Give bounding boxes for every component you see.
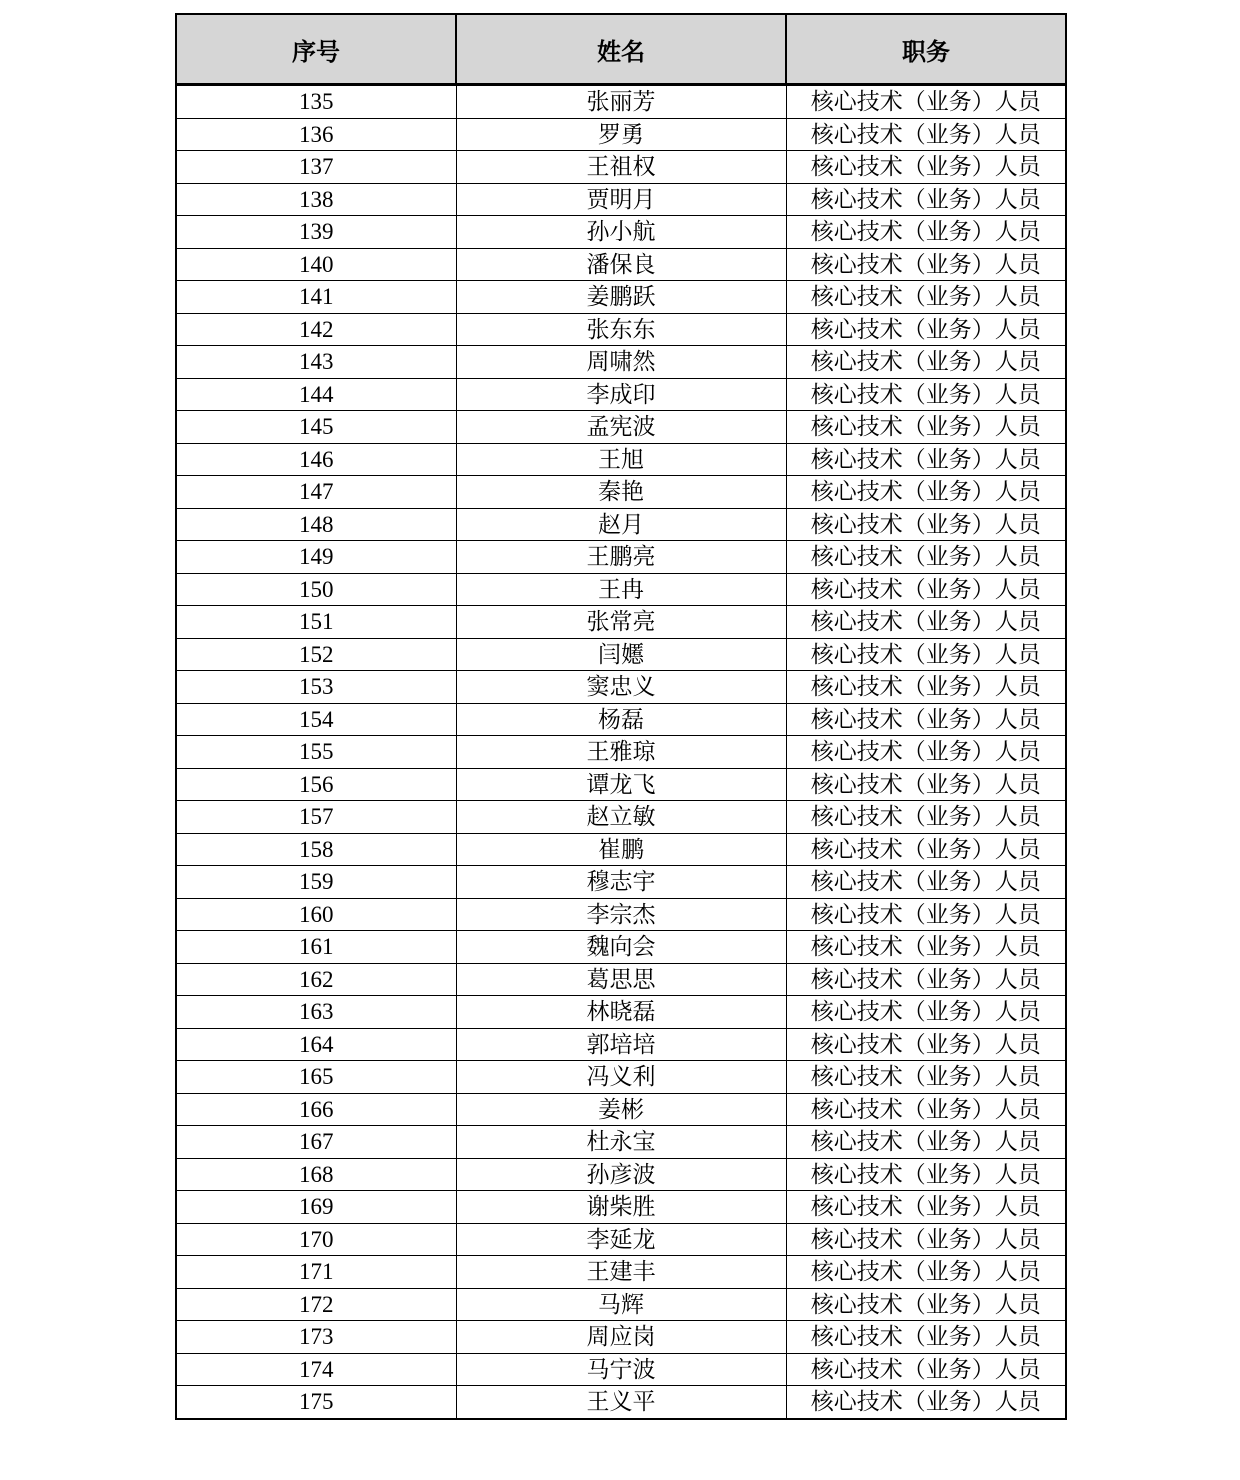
serial-cell: 164 xyxy=(176,1028,456,1061)
serial-cell: 153 xyxy=(176,671,456,704)
serial-cell: 135 xyxy=(176,85,456,119)
title-cell: 核心技术（业务）人员 xyxy=(786,996,1066,1029)
table-row xyxy=(176,443,1066,476)
table-row xyxy=(176,768,1066,801)
serial-cell: 170 xyxy=(176,1223,456,1256)
name-cell: 魏向会 xyxy=(456,931,786,964)
title-cell: 核心技术（业务）人员 xyxy=(786,118,1066,151)
table-row xyxy=(176,963,1066,996)
title-cell: 核心技术（业务）人员 xyxy=(786,1028,1066,1061)
name-cell: 罗勇 xyxy=(456,118,786,151)
table-row xyxy=(176,671,1066,704)
table-row xyxy=(176,378,1066,411)
title-cell: 核心技术（业务）人员 xyxy=(786,768,1066,801)
table-row xyxy=(176,1028,1066,1061)
serial-cell: 137 xyxy=(176,151,456,184)
title-cell: 核心技术（业务）人员 xyxy=(786,281,1066,314)
serial-cell: 142 xyxy=(176,313,456,346)
title-cell: 核心技术（业务）人员 xyxy=(786,1353,1066,1386)
title-cell: 核心技术（业务）人员 xyxy=(786,411,1066,444)
title-cell: 核心技术（业务）人员 xyxy=(786,313,1066,346)
table-row xyxy=(176,1288,1066,1321)
serial-cell: 146 xyxy=(176,443,456,476)
name-cell: 王义平 xyxy=(456,1386,786,1419)
serial-cell: 152 xyxy=(176,638,456,671)
title-cell: 核心技术（业务）人员 xyxy=(786,963,1066,996)
name-cell: 郭培培 xyxy=(456,1028,786,1061)
name-cell: 姜彬 xyxy=(456,1093,786,1126)
table-row xyxy=(176,411,1066,444)
table-row xyxy=(176,1191,1066,1224)
serial-cell: 162 xyxy=(176,963,456,996)
table-row xyxy=(176,216,1066,249)
name-cell: 马宁波 xyxy=(456,1353,786,1386)
table-row xyxy=(176,1158,1066,1191)
table-row xyxy=(176,1353,1066,1386)
table-row xyxy=(176,508,1066,541)
name-cell: 葛思思 xyxy=(456,963,786,996)
title-cell: 核心技术（业务）人员 xyxy=(786,183,1066,216)
title-cell: 核心技术（业务）人员 xyxy=(786,931,1066,964)
table-row xyxy=(176,898,1066,931)
table-row xyxy=(176,801,1066,834)
name-cell: 谭龙飞 xyxy=(456,768,786,801)
serial-cell: 173 xyxy=(176,1321,456,1354)
serial-cell: 136 xyxy=(176,118,456,151)
title-cell: 核心技术（业务）人员 xyxy=(786,443,1066,476)
name-cell: 穆志宇 xyxy=(456,866,786,899)
title-cell: 核心技术（业务）人员 xyxy=(786,541,1066,574)
name-cell: 杜永宝 xyxy=(456,1126,786,1159)
title-cell: 核心技术（业务）人员 xyxy=(786,1093,1066,1126)
column-header-serial: 序号 xyxy=(176,14,456,85)
table-row xyxy=(176,1126,1066,1159)
table-row xyxy=(176,638,1066,671)
header-row xyxy=(176,14,1066,85)
name-cell: 马辉 xyxy=(456,1288,786,1321)
serial-cell: 160 xyxy=(176,898,456,931)
table-row xyxy=(176,736,1066,769)
table-row xyxy=(176,866,1066,899)
serial-cell: 138 xyxy=(176,183,456,216)
title-cell: 核心技术（业务）人员 xyxy=(786,1126,1066,1159)
name-cell: 王建丰 xyxy=(456,1256,786,1289)
table-row xyxy=(176,1321,1066,1354)
table-row xyxy=(176,1223,1066,1256)
table-row xyxy=(176,541,1066,574)
serial-cell: 165 xyxy=(176,1061,456,1094)
personnel-table xyxy=(175,13,1067,1420)
name-cell: 杨磊 xyxy=(456,703,786,736)
title-cell: 核心技术（业务）人员 xyxy=(786,1191,1066,1224)
title-cell: 核心技术（业务）人员 xyxy=(786,736,1066,769)
title-cell: 核心技术（业务）人员 xyxy=(786,378,1066,411)
title-cell: 核心技术（业务）人员 xyxy=(786,85,1066,119)
title-cell: 核心技术（业务）人员 xyxy=(786,1256,1066,1289)
name-cell: 李宗杰 xyxy=(456,898,786,931)
column-header-name: 姓名 xyxy=(456,14,786,85)
name-cell: 窦忠义 xyxy=(456,671,786,704)
serial-cell: 174 xyxy=(176,1353,456,1386)
table-row xyxy=(176,833,1066,866)
serial-cell: 139 xyxy=(176,216,456,249)
name-cell: 王旭 xyxy=(456,443,786,476)
name-cell: 冯义利 xyxy=(456,1061,786,1094)
serial-cell: 144 xyxy=(176,378,456,411)
title-cell: 核心技术（业务）人员 xyxy=(786,703,1066,736)
table-row xyxy=(176,313,1066,346)
column-header-title: 职务 xyxy=(786,14,1066,85)
title-cell: 核心技术（业务）人员 xyxy=(786,1321,1066,1354)
name-cell: 张东东 xyxy=(456,313,786,346)
title-cell: 核心技术（业务）人员 xyxy=(786,508,1066,541)
name-cell: 周应岗 xyxy=(456,1321,786,1354)
title-cell: 核心技术（业务）人员 xyxy=(786,1158,1066,1191)
name-cell: 孙小航 xyxy=(456,216,786,249)
serial-cell: 156 xyxy=(176,768,456,801)
table-row xyxy=(176,346,1066,379)
name-cell: 潘保良 xyxy=(456,248,786,281)
serial-cell: 158 xyxy=(176,833,456,866)
title-cell: 核心技术（业务）人员 xyxy=(786,1061,1066,1094)
name-cell: 王鹏亮 xyxy=(456,541,786,574)
title-cell: 核心技术（业务）人员 xyxy=(786,898,1066,931)
title-cell: 核心技术（业务）人员 xyxy=(786,801,1066,834)
table-row xyxy=(176,118,1066,151)
name-cell: 秦艳 xyxy=(456,476,786,509)
table-row xyxy=(176,573,1066,606)
title-cell: 核心技术（业务）人员 xyxy=(786,1288,1066,1321)
title-cell: 核心技术（业务）人员 xyxy=(786,1223,1066,1256)
table-row xyxy=(176,85,1066,119)
name-cell: 李成印 xyxy=(456,378,786,411)
table-row xyxy=(176,1061,1066,1094)
serial-cell: 151 xyxy=(176,606,456,639)
serial-cell: 171 xyxy=(176,1256,456,1289)
title-cell: 核心技术（业务）人员 xyxy=(786,248,1066,281)
title-cell: 核心技术（业务）人员 xyxy=(786,346,1066,379)
name-cell: 林晓磊 xyxy=(456,996,786,1029)
name-cell: 王冉 xyxy=(456,573,786,606)
table-row xyxy=(176,476,1066,509)
title-cell: 核心技术（业务）人员 xyxy=(786,216,1066,249)
title-cell: 核心技术（业务）人员 xyxy=(786,833,1066,866)
name-cell: 王雅琼 xyxy=(456,736,786,769)
name-cell: 孙彦波 xyxy=(456,1158,786,1191)
serial-cell: 141 xyxy=(176,281,456,314)
table-row xyxy=(176,931,1066,964)
serial-cell: 166 xyxy=(176,1093,456,1126)
name-cell: 闫嬺 xyxy=(456,638,786,671)
name-cell: 张常亮 xyxy=(456,606,786,639)
title-cell: 核心技术（业务）人员 xyxy=(786,606,1066,639)
serial-cell: 154 xyxy=(176,703,456,736)
table-row xyxy=(176,281,1066,314)
table-row xyxy=(176,1093,1066,1126)
serial-cell: 157 xyxy=(176,801,456,834)
serial-cell: 168 xyxy=(176,1158,456,1191)
title-cell: 核心技术（业务）人员 xyxy=(786,1386,1066,1419)
name-cell: 贾明月 xyxy=(456,183,786,216)
name-cell: 谢柴胜 xyxy=(456,1191,786,1224)
title-cell: 核心技术（业务）人员 xyxy=(786,151,1066,184)
title-cell: 核心技术（业务）人员 xyxy=(786,866,1066,899)
name-cell: 孟宪波 xyxy=(456,411,786,444)
table-body xyxy=(176,85,1066,1419)
title-cell: 核心技术（业务）人员 xyxy=(786,638,1066,671)
serial-cell: 155 xyxy=(176,736,456,769)
table-row xyxy=(176,183,1066,216)
name-cell: 张丽芳 xyxy=(456,85,786,119)
serial-cell: 149 xyxy=(176,541,456,574)
table-row xyxy=(176,1256,1066,1289)
title-cell: 核心技术（业务）人员 xyxy=(786,671,1066,704)
serial-cell: 143 xyxy=(176,346,456,379)
table-row xyxy=(176,606,1066,639)
serial-cell: 161 xyxy=(176,931,456,964)
serial-cell: 150 xyxy=(176,573,456,606)
table-row xyxy=(176,703,1066,736)
name-cell: 周啸然 xyxy=(456,346,786,379)
name-cell: 王祖权 xyxy=(456,151,786,184)
name-cell: 姜鹏跃 xyxy=(456,281,786,314)
serial-cell: 172 xyxy=(176,1288,456,1321)
name-cell: 赵月 xyxy=(456,508,786,541)
serial-cell: 148 xyxy=(176,508,456,541)
title-cell: 核心技术（业务）人员 xyxy=(786,476,1066,509)
table-row xyxy=(176,151,1066,184)
serial-cell: 169 xyxy=(176,1191,456,1224)
serial-cell: 159 xyxy=(176,866,456,899)
serial-cell: 175 xyxy=(176,1386,456,1419)
table-row xyxy=(176,996,1066,1029)
serial-cell: 145 xyxy=(176,411,456,444)
serial-cell: 147 xyxy=(176,476,456,509)
serial-cell: 140 xyxy=(176,248,456,281)
serial-cell: 163 xyxy=(176,996,456,1029)
table-row xyxy=(176,248,1066,281)
name-cell: 李延龙 xyxy=(456,1223,786,1256)
name-cell: 崔鹏 xyxy=(456,833,786,866)
name-cell: 赵立敏 xyxy=(456,801,786,834)
table-row xyxy=(176,1386,1066,1419)
title-cell: 核心技术（业务）人员 xyxy=(786,573,1066,606)
serial-cell: 167 xyxy=(176,1126,456,1159)
